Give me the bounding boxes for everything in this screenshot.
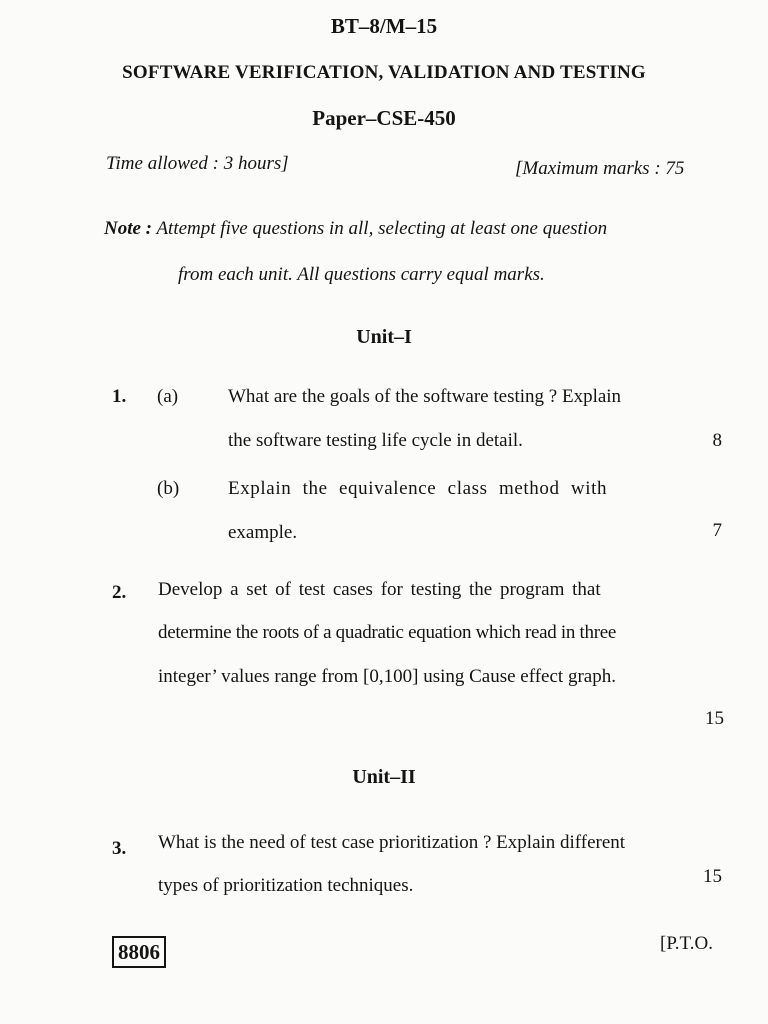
unit-2-heading: Unit–II (352, 766, 416, 788)
exam-code: BT–8/M–15 (330, 14, 438, 38)
question-1a-line-1: What are the goals of the software testing ? Explain (228, 386, 622, 407)
question-2-line-1: Develop a set of test cases for testing the program that (158, 579, 601, 600)
paper-title: SOFTWARE VERIFICATION, VALIDATION AND TESTING (122, 62, 646, 83)
question-2-line-2: determine the roots of a quadratic equation which read in three (158, 622, 617, 643)
question-1a-marks: 8 (712, 430, 722, 451)
question-1b-line-2: example. (228, 522, 298, 543)
question-3-line-2: types of prioritization techniques. (158, 875, 414, 896)
note-line-2: from each unit. All questions carry equal marks. (178, 264, 545, 285)
question-1a-label: (a) (157, 386, 179, 407)
time-allowed: Time allowed : 3 hours] (106, 153, 289, 174)
question-3-line-1: What is the need of test case prioritization ? Explain different (158, 832, 626, 853)
question-1b-marks: 7 (712, 520, 722, 541)
question-2-number: 2. (112, 582, 127, 603)
note-line-1 (104, 218, 607, 240)
question-1b-line-1: Explain the equivalence class method with (228, 478, 608, 499)
footer-paper-code: 8806 (112, 936, 166, 968)
question-3-number: 3. (112, 838, 127, 859)
paper-number: Paper–CSE-450 (312, 106, 456, 130)
question-3-marks: 15 (703, 866, 722, 887)
please-turn-over: [P.T.O. (660, 933, 713, 954)
question-1b-label: (b) (157, 478, 180, 499)
question-1a-line-2: the software testing life cycle in detail. (228, 430, 523, 451)
unit-1-heading: Unit–I (356, 326, 412, 348)
question-2-marks: 15 (705, 708, 724, 729)
note-label: Note : (104, 218, 153, 239)
note-text-1: Attempt five questions in all, selecting at least one question (156, 218, 608, 239)
question-2-line-3: integer’ values range from [0,100] using Cause effect graph. (158, 666, 616, 687)
question-1-number: 1. (112, 386, 127, 407)
maximum-marks: [Maximum marks : 75 (515, 158, 685, 179)
